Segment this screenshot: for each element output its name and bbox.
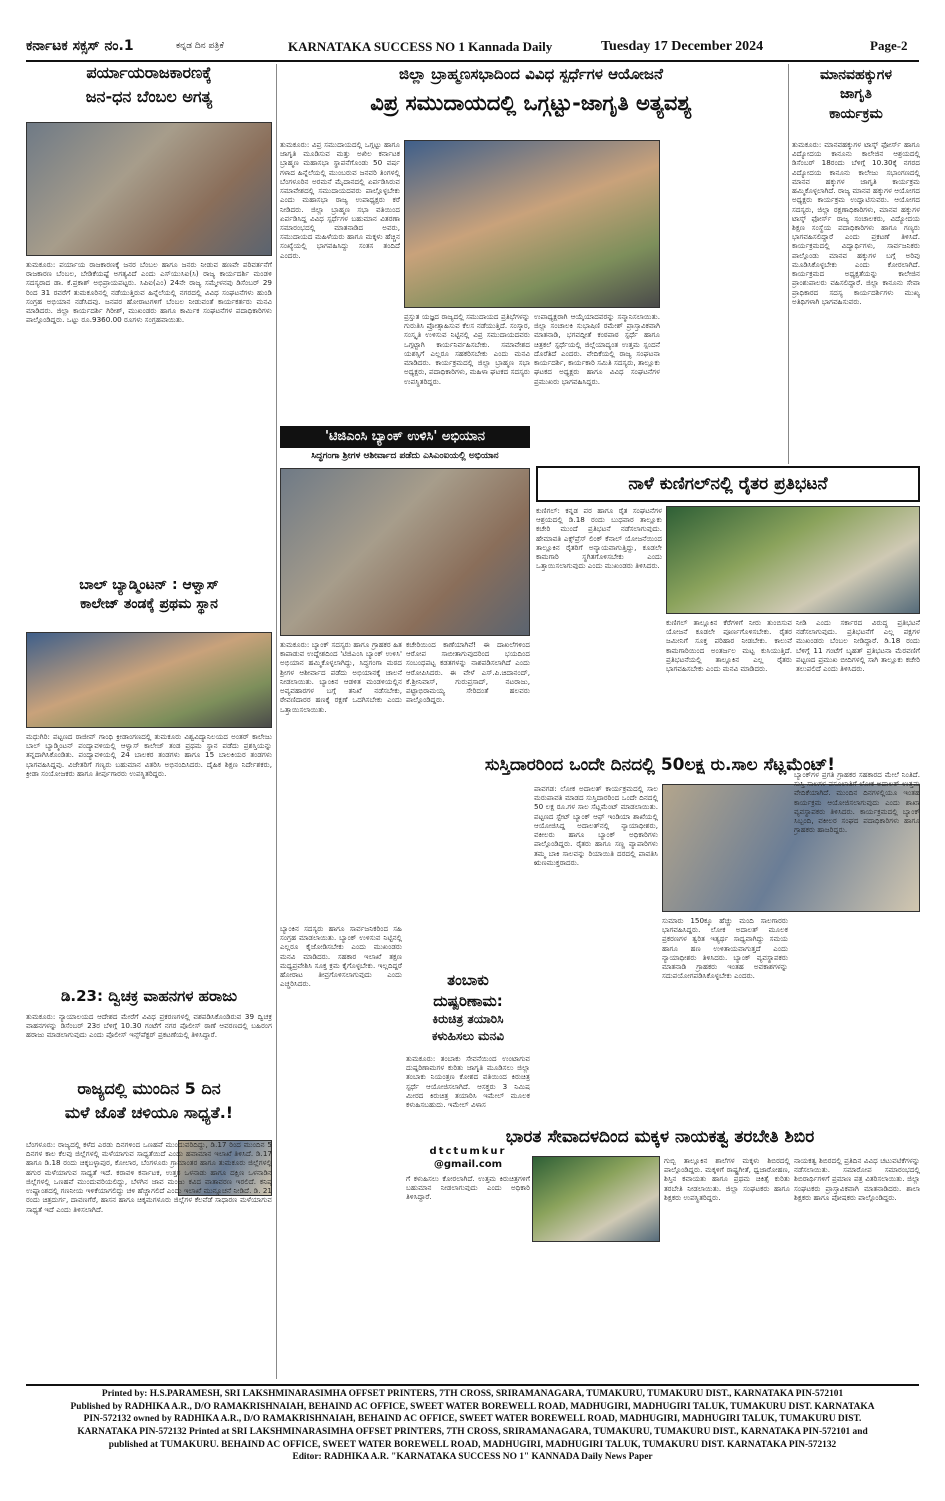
tgmc-campaign-body-c: ಕಚೇರಿಯಿಂದ ಕಾಣೆಯಾಗಿವೆ! ಈ ದಾಖಲೆಗಳಿಂದ ಆರೋಪ ಸಾಬೀತಾಗುವುದರಿಂದ ಭಯದಿಂದ ಸಂಬಂಧಪಟ್ಟ ಕಡತಗಳನ್ನು ನಾಶಪಡಿಸಲಾಗಿದೆ ಎಂದು ಆರೋಪಿಸಿದರು. ಈ ವೇಳೆ ಎಸ್.ಪಿ.ಚಿದಾನಂದ್, ಕೆ.ಶ್ರೀನಿವಾಸ್, ಗುರುಪ್ರಸಾದ್, ನಟರಾಜು, ಪಟ್ಟಾಭಿರಾಮಯ್ಯ ಸೇರಿದಂತೆ ಹಲವರು ಪಾಲ್ಗೊಂಡಿದ್ದರು.: [406, 640, 530, 705]
tobacco-headline-line1: ತಂಬಾಕು: [447, 971, 489, 989]
loan-body-a: ಪಾವಗಡ: ಲೋಕ ಅದಾಲತ್ ಕಾರ್ಯಕ್ರಮದಲ್ಲಿ ಸಾಲ ಮರುಪಾವತಿ ಮಾಡದ ಸುಸ್ತಿದಾರರಿಂದ ಒಂದೇ ದಿನದಲ್ಲಿ 50 ಲಕ್ಷ ರೂ.ಗಳ ಸಾಲ ಸೆಟ್ಲಮೆಂಟ್ ಮಾಡಲಾಯಿತು. ಪಟ್ಟಣದ ಸ್ಟೇಟ್ ಬ್ಯಾಂಕ್ ಆಫ್ ಇಂಡಿಯಾ ಶಾಖೆಯಲ್ಲಿ ಆಯೋಜಿಸಿದ್ದ ಅದಾಲತ್‌ನಲ್ಲಿ ನ್ಯಾಯಾಧೀಶರು, ವಕೀಲರು ಹಾಗೂ ಬ್ಯಾಂಕ್ ಅಧಿಕಾರಿಗಳು ಪಾಲ್ಗೊಂಡಿದ್ದರು. ರೈತರು ಹಾಗೂ ಸಣ್ಣ ವ್ಯಾಪಾರಿಗಳು ತಮ್ಮ ಬಾಕಿ ಸಾಲವನ್ನು ರಿಯಾಯಿತಿ ದರದಲ್ಲಿ ಪಾವತಿಸಿ ಋಣಮುಕ್ತರಾದರು.: [534, 784, 658, 867]
farmers-body-a: ಕುಣಿಗಲ್: ಕನ್ನಡ ಪರ ಹಾಗೂ ರೈತ ಸಂಘಟನೆಗಳ ಆಶ್ರಯದಲ್ಲಿ ಡಿ.18 ರಂದು ಬುಧವಾರ ತಾಲ್ಲೂಕು ಕಚೇರಿ ಮುಂದೆ ಪ್ರತಿಭಟನೆ ನಡೆಸಲಾಗುವುದು. ಹೇಮಾವತಿ ಎಕ್ಸ್‌ಪ್ರೆಸ್ ಲಿಂಕ್ ಕೆನಾಲ್ ಯೋಜನೆಯಿಂದ ತಾಲ್ಲೂಕಿನ ರೈತರಿಗೆ ಅನ್ಯಾಯವಾಗುತ್ತಿದ್ದು, ಕೂಡಲೇ ಕಾಮಗಾರಿ ಸ್ಥಗಿತಗೊಳಿಸಬೇಕು ಎಂದು ಒತ್ತಾಯಿಸಲಾಗುವುದು ಎಂದು ಮುಖಂಡರು ತಿಳಿಸಿದರು.: [536, 506, 662, 571]
loan-settlement-headline: ಸುಸ್ತಿದಾರರಿಂದ ಒಂದೇ ದಿನದಲ್ಲಿ 50ಲಕ್ಷ ರು.ಸಾಲ ಸೆಟ್ಲಮೆಂಟ್!: [484, 755, 836, 775]
imprint-line-1: Printed by: H.S.PARAMESH, SRI LAKSHMINARASIMHA OFFSET PRINTERS, 7TH CROSS, SRIRAMANAGARA, TUMAKURU, TUMAKURU DIST., KARNATAKA PIN-572101: [101, 1389, 844, 1399]
loan-body-c: ಬ್ಯಾಂಕ್‌ಗಳ ಪ್ರಗತಿ ಗ್ರಾಹಕರ ಸಹಕಾರದ ಮೇಲೆ ನಿಂತಿದೆ. ಸುಸ್ತಿ ಸಾಲಗಳ ವಸೂಲಾತಿಗೆ ಲೋಕ ಅದಾಲತ್ ಉತ್ತಮ ವೇದಿಕೆಯಾಗಿದೆ. ಮುಂದಿನ ದಿನಗಳಲ್ಲಿಯೂ ಇಂತಹ ಕಾರ್ಯಕ್ರಮ ಆಯೋಜಿಸಲಾಗುವುದು ಎಂದು ಶಾಖಾ ವ್ಯವಸ್ಥಾಪಕರು ತಿಳಿಸಿದರು. ಕಾರ್ಯಕ್ರಮದಲ್ಲಿ ಬ್ಯಾಂಕ್ ಸಿಬ್ಬಂದಿ, ವಕೀಲರ ಸಂಘದ ಪದಾಧಿಕಾರಿಗಳು ಹಾಗೂ ಗ್ರಾಹಕರು ಹಾಜರಿದ್ದರು.: [794, 770, 920, 835]
farmers-body-b: ಕುಣಿಗಲ್ ತಾಲ್ಲೂಕಿನ ಕೆರೆಗಳಿಗೆ ನೀರು ತುಂಬಿಸುವ ಯೋಜನೆ ಕೂಡಲೇ ಪೂರ್ಣಗೊಳಿಸಬೇಕು. ರೈತರ ಜಮೀನಿಗೆ ಸೂಕ್ತ ಪರಿಹಾರ ನೀಡಬೇಕು. ಕಾಲುವೆ ಕಾಮಗಾರಿಯಿಂದ ಅಂತರ್ಜಲ ಮಟ್ಟ ಕುಸಿಯುತ್ತಿದೆ. ಪ್ರತಿಭಟನೆಯಲ್ಲಿ ತಾಲ್ಲೂಕಿನ ಎಲ್ಲ ರೈತರು ಭಾಗವಹಿಸಬೇಕು ಎಂದು ಮನವಿ ಮಾಡಿದರು.: [666, 618, 792, 674]
story-alt-politics-body: ತುಮಕೂರು: ಪರ್ಯಾಯ ರಾಜಕಾರಣಕ್ಕೆ ಜನರ ಬೆಂಬಲ ಹಾಗೂ ಜನರು ನೀಡುವ ಹಣವೇ ಪರಿವರ್ತನೆಗೆ ರಾಜಕಾರಣ ಬೆಂಬಲ, ಬೇಡಿಕೆಯಷ್ಟೆ ಅಗತ್ಯವಿದೆ ಎಂದು ಎಸ್‌ಯುಸಿಐ(ಸಿ) ರಾಜ್ಯ ಕಾರ್ಯದರ್ಶಿ ಮಂಡಳಿ ಸದಸ್ಯರಾದ ಡಾ. ಕೆ.ಪ್ರಕಾಶ್ ಅಭಿಪ್ರಾಯಪಟ್ಟರು. ಸಿಪಿಐ(ಎಂ) 24ನೇ ರಾಜ್ಯ ಸಮ್ಮೇಳನವು ಡಿಸೆಂಬರ್ 29 ರಿಂದ 31 ರವರೆಗೆ ತುಮಕೂರಿನಲ್ಲಿ ನಡೆಯುತ್ತಿರುವ ಹಿನ್ನೆಲೆಯಲ್ಲಿ ನಗರದಲ್ಲಿ ವಿವಿಧ ಸಂಘಟನೆಗಳು ಹುಂಡಿ ಸಂಗ್ರಹ ಅಭಿಯಾನ ನಡೆಸಿದವು. ಜನಪರ ಹೋರಾಟಗಳಿಗೆ ಬೆಂಬಲ ನೀಡುವಂತೆ ಕಾರ್ಯಕರ್ತರು ಮನವಿ ಮಾಡಿದರು. ಜಿಲ್ಲಾ ಕಾರ್ಯದರ್ಶಿ ಗಿರೀಶ್, ಮುಖಂಡರು ಹಾಗೂ ಕಾರ್ಮಿಕ ಸಂಘಟನೆಗಳ ಪದಾಧಿಕಾರಿಗಳು ಪಾಲ್ಗೊಂಡಿದ್ದರು. ಒಟ್ಟು ರೂ.9360.00 ರೂಗಳು ಸಂಗ್ರಹವಾಯಿತು.: [26, 260, 272, 325]
brahmin-kicker: ಜಿಲ್ಲಾ ಬ್ರಾಹ್ಮಣಸಭಾದಿಂದ ವಿವಿಧ ಸ್ಪರ್ಧೆಗಳ ಆಯೋಜನೆ: [399, 65, 663, 83]
story-weather-headline-line1: ರಾಜ್ಯದಲ್ಲಿ ಮುಂದಿನ 5 ದಿನ: [77, 1079, 221, 1098]
story-badminton-headline: [26, 578, 272, 613]
farmers-meeting-photo: [666, 506, 920, 614]
story-auction-body: ತುಮಕೂರು: ನ್ಯಾಯಾಲಯದ ಆದೇಶದ ಮೇರೆಗೆ ವಿವಿಧ ಪ್ರಕರಣಗಳಲ್ಲಿ ವಶಪಡಿಸಿಕೊಂಡಿರುವ 39 ದ್ವಿಚಕ್ರ ವಾಹನಗಳನ್ನು ಡಿಸೆಂಬರ್ 23ರ ಬೆಳಿಗ್ಗೆ 10.30 ಗಂಟೆಗೆ ನಗರ ಪೊಲೀಸ್ ಠಾಣೆ ಆವರಣದಲ್ಲಿ ಬಹಿರಂಗ ಹರಾಜು ಮಾಡಲಾಗುವುದು ಎಂದು ಪೊಲೀಸ್ ಇನ್ಸ್‌ಪೆಕ್ಟರ್ ಪ್ರಕಟಣೆಯಲ್ಲಿ ತಿಳಿಸಿದ್ದಾರೆ.: [26, 1012, 272, 1040]
tobacco-email-domain: @gmail.com: [433, 1158, 503, 1170]
story-weather-headline-line2: ಮಳೆ ಜೊತೆ ಚಳಿಯೂ ಸಾಧ್ಯತೆ.!: [64, 1102, 234, 1122]
tobacco-headline-line3: ಕಿರುಚಿತ್ರ ತಯಾರಿಸಿ: [432, 1012, 504, 1026]
imprint-line-5: published at TUMAKURU. BEHAIND AC OFFICE, SWEET WATER BOREWELL ROAD, MADHUGIRI, MADHUGIRI TALUK, TUMAKURU DIST. KARNATAKA PIN-572132: [108, 1439, 837, 1450]
tobacco-body: ತುಮಕೂರು: ತಂಬಾಕು ಸೇವನೆಯಿಂದ ಉಂಟಾಗುವ ದುಷ್ಪರಿಣಾಮಗಳ ಕುರಿತು ಜಾಗೃತಿ ಮೂಡಿಸಲು ಜಿಲ್ಲಾ ತಂಬಾಕು ನಿಯಂತ್ರಣ ಕೋಶದ ವತಿಯಿಂದ ಕಿರುಚಿತ್ರ ಸ್ಪರ್ಧೆ ಆಯೋಜಿಸಲಾಗಿದೆ. ಆಸಕ್ತರು 3 ನಿಮಿಷ ಮೀರದ ಕಿರುಚಿತ್ರ ತಯಾರಿಸಿ ಇಮೇಲ್ ಮೂಲಕ ಕಳುಹಿಸಬಹುದು. ಇಮೇಲ್ ವಿಳಾಸ: [406, 1054, 530, 1110]
brahmin-body-c: ಪ್ರಸ್ತುತ ಯಜ್ಞದ ರಾಜ್ಯದಲ್ಲಿ ಸಮುದಾಯದ ಪ್ರತಿಭೆಗಳನ್ನು ಗುರುತಿಸಿ ಪ್ರೋತ್ಸಾಹಿಸುವ ಕೆಲಸ ನಡೆಯುತ್ತಿದೆ. ಸಂಸ್ಕಾರ, ಸಂಸ್ಕೃತಿ ಉಳಿಸುವ ನಿಟ್ಟಿನಲ್ಲಿ ವಿಪ್ರ ಸಮುದಾಯದವರು ಒಗ್ಗಟ್ಟಾಗಿ ಕಾರ್ಯನಿರ್ವಹಿಸಬೇಕು. ಸಮಾವೇಶದ ಯಶಸ್ಸಿಗೆ ಎಲ್ಲರೂ ಸಹಕರಿಸಬೇಕು ಎಂದು ಮನವಿ ಮಾಡಿದರು. ಕಾರ್ಯಕ್ರಮದಲ್ಲಿ ಜಿಲ್ಲಾ ಬ್ರಾಹ್ಮಣ ಸಭಾ ಅಧ್ಯಕ್ಷರು, ಪದಾಧಿಕಾರಿಗಳು, ಮಹಿಳಾ ಘಟಕದ ಸದಸ್ಯರು ಉಪಸ್ಥಿತರಿದ್ದರು.: [404, 312, 530, 386]
imprint-line-6: Editor: RADHIKA A.R. "KARNATAKA SUCCESS NO 1" KANNADA Daily News Paper: [292, 1452, 653, 1463]
human-rights-headline: [792, 68, 920, 122]
story-badminton-headline-line2: ಕಾಲೇಜ್ ತಂಡಕ್ಕೆ ಪ್ರಥಮ ಸ್ಥಾನ: [80, 596, 218, 613]
masthead-kannada-tag: ಕನ್ನಡ ದಿನ ಪತ್ರಿಕೆ: [176, 41, 224, 51]
brahmin-body-d: ಉಪಾಧ್ಯಕ್ಷರಾಗಿ ಆಯ್ಕೆಯಾದವರನ್ನು ಸನ್ಮಾನಿಸಲಾಯಿತು. ಜಿಲ್ಲಾ ಸಂಚಾಲಕಿ ಸುಭಾಷಿಣಿ ರಮೇಶ್ ಪ್ರಾಸ್ತಾವಿಕವಾಗಿ ಮಾತನಾಡಿ, ಭಗವದ್ಗೀತೆ ಕಂಠಪಾಠ ಸ್ಪರ್ಧೆ ಹಾಗೂ ಚಿತ್ರಕಲೆ ಸ್ಪರ್ಧೆಯಲ್ಲಿ ಜಿಲ್ಲೆಯಾದ್ಯಂತ ಉತ್ತಮ ಸ್ಪಂದನೆ ದೊರೆತಿದೆ ಎಂದರು. ವೇದಿಕೆಯಲ್ಲಿ ರಾಜ್ಯ ಸಂಘಟನಾ ಕಾರ್ಯದರ್ಶಿ, ಕಾರ್ಯಕಾರಿ ಸಮಿತಿ ಸದಸ್ಯರು, ತಾಲ್ಲೂಕು ಘಟಕದ ಅಧ್ಯಕ್ಷರು ಹಾಗೂ ವಿವಿಧ ಸಂಘಟನೆಗಳ ಪ್ರಮುಖರು ಭಾಗವಹಿಸಿದ್ದರು.: [534, 312, 660, 386]
masthead-english-name: KARNATAKA SUCCESS NO 1 Kannada Daily: [288, 39, 553, 54]
tobacco-headline-line2: ದುಷ್ಪರಿಣಾಮ:: [433, 991, 503, 1010]
story-weather-body: ಬೆಂಗಳೂರು: ರಾಜ್ಯದಲ್ಲಿ ಕಳೆದ ಎರಡು ದಿನಗಳಿಂದ ಒಣಹವೆ ಮುಂದುವರಿದಿದ್ದು, ಡಿ.17 ರಿಂದ ಮುಂದಿನ 5 ದಿನಗಳ ಕಾಲ ಕೆಲವು ಜಿಲ್ಲೆಗಳಲ್ಲಿ ಮಳೆಯಾಗುವ ಸಾಧ್ಯತೆಯಿದೆ ಎಂದು ಹವಾಮಾನ ಇಲಾಖೆ ತಿಳಿಸಿದೆ. ಡಿ.17 ಹಾಗೂ ಡಿ.18 ರಂದು ಚಿಕ್ಕಬಳ್ಳಾಪುರ, ಕೋಲಾರ, ಬೆಂಗಳೂರು ಗ್ರಾಮಾಂತರ ಹಾಗೂ ತುಮಕೂರು ಜಿಲ್ಲೆಗಳಲ್ಲಿ ಹಗುರ ಮಳೆಯಾಗುವ ಸಾಧ್ಯತೆ ಇದೆ. ಕರಾವಳಿ ಕರ್ನಾಟಕ, ಉತ್ತರ ಒಳನಾಡು ಹಾಗೂ ದಕ್ಷಿಣ ಒಳನಾಡಿನ ಜಿಲ್ಲೆಗಳಲ್ಲಿ ಒಣಹವೆ ಮುಂದುವರಿಯಲಿದ್ದು, ಬೆಳಗಿನ ಜಾವ ಮಂಜು ಕವಿದ ವಾತಾವರಣ ಇರಲಿದೆ. ಕನಿಷ್ಠ ಉಷ್ಣಾಂಶದಲ್ಲಿ ಗಣನೀಯ ಇಳಿಕೆಯಾಗಲಿದ್ದು ಚಳಿ ಹೆಚ್ಚಾಗಲಿದೆ ಎಂದು ಇಲಾಖೆ ಮುನ್ಸೂಚನೆ ನೀಡಿದೆ. ಡಿ. 21 ರಂದು ಚಿತ್ರದುರ್ಗ, ದಾವಣಗೆರೆ, ಹಾಸನ ಹಾಗೂ ಚಿಕ್ಕಮಗಳೂರು ಜಿಲ್ಲೆಗಳ ಕೆಲವೆಡೆ ಸಾಧಾರಣ ಮಳೆಯಾಗುವ ಸಾಧ್ಯತೆ ಇದೆ ಎಂದು ತಿಳಿಸಲಾಗಿದೆ.: [26, 1140, 272, 1214]
tobacco-email-user: dtctumkur: [429, 1146, 507, 1157]
story-auction-headline: ಡಿ.23: ದ್ವಿಚಕ್ರ ವಾಹನಗಳ ಹರಾಜು: [60, 987, 238, 1005]
badminton-team-photo: [26, 632, 272, 728]
tobacco-tail: ಗೆ ಕಳುಹಿಸಲು ಕೋರಲಾಗಿದೆ. ಉತ್ತಮ ಕಿರುಚಿತ್ರಗಳಿಗೆ ಬಹುಮಾನ ನೀಡಲಾಗುವುದು ಎಂದು ಅಧಿಕಾರಿ ತಿಳಿಸಿದ್ದಾರೆ.: [406, 1174, 530, 1202]
tgmc-campaign-body-a: ತುಮಕೂರು: ಬ್ಯಾಂಕ್ ಸದಸ್ಯರು ಹಾಗೂ ಗ್ರಾಹಕರ ಹಿತ ಕಾಪಾಡುವ ಉದ್ದೇಶದಿಂದ 'ಟಿಜಿಎಂಸಿ ಬ್ಯಾಂಕ್ ಉಳಿಸಿ' ಅಭಿಯಾನ ಹಮ್ಮಿಕೊಳ್ಳಲಾಗಿದ್ದು, ಸಿದ್ಧಗಂಗಾ ಮಠದ ಶ್ರೀಗಳ ಆಶೀರ್ವಾದ ಪಡೆದು ಅಭಿಯಾನಕ್ಕೆ ಚಾಲನೆ ನೀಡಲಾಯಿತು. ಬ್ಯಾಂಕಿನ ಆಡಳಿತ ಮಂಡಳಿಯಲ್ಲಿನ ಅವ್ಯವಹಾರಗಳ ಬಗ್ಗೆ ತನಿಖೆ ನಡೆಸಬೇಕು, ಠೇವಣಿದಾರರ ಹಣಕ್ಕೆ ರಕ್ಷಣೆ ಒದಗಿಸಬೇಕು ಎಂದು ಒತ್ತಾಯಿಸಲಾಯಿತು.: [280, 640, 402, 714]
imprint-line-2: Published by RADHIKA A.R., D/O RAMAKRISHNAIAH, BEHAIND AC OFFICE, SWEET WATER BOREWELL ROAD, MADHUGIRI, MADHUGIRI TALUK, TUMAKURU DIST. KARNATAKA: [70, 1401, 875, 1412]
tobacco-headline-line4: ಕಳುಹಿಸಲು ಮನವಿ: [432, 1029, 504, 1044]
human-rights-headline-line1: ಮಾನವಹಕ್ಕುಗಳ: [820, 67, 892, 83]
tgmc-campaign-photo: [280, 468, 530, 636]
tgmc-campaign-body-b: ಬ್ಯಾಂಕಿನ ಸದಸ್ಯರು ಹಾಗೂ ಸಾರ್ವಜನಿಕರಿಂದ ಸಹಿ ಸಂಗ್ರಹ ಮಾಡಲಾಯಿತು. ಬ್ಯಾಂಕ್ ಉಳಿಸುವ ನಿಟ್ಟಿನಲ್ಲಿ ಎಲ್ಲರೂ ಕೈಜೋಡಿಸಬೇಕು ಎಂದು ಮುಖಂಡರು ಮನವಿ ಮಾಡಿದರು. ಸಹಕಾರ ಇಲಾಖೆ ತಕ್ಷಣ ಮಧ್ಯಪ್ರವೇಶಿಸಿ ಸೂಕ್ತ ಕ್ರಮ ಕೈಗೊಳ್ಳಬೇಕು. ಇಲ್ಲದಿದ್ದರೆ ಹೋರಾಟ ತೀವ್ರಗೊಳಿಸಲಾಗುವುದು ಎಂದು ಎಚ್ಚರಿಸಿದರು.: [280, 924, 402, 989]
human-rights-headline-line3: ಕಾರ್ಯಕ್ರಮ: [829, 105, 883, 122]
brahmin-headline: ವಿಪ್ರ ಸಮುದಾಯದಲ್ಲಿ ಒಗ್ಗಟ್ಟು-ಜಾಗೃತಿ ಅತ್ಯವಶ್ಯ: [370, 91, 692, 115]
scouts-body-lower: [534, 1246, 660, 1378]
masthead: [26, 36, 919, 58]
story-badminton-body: ಮಧುಗಿರಿ: ಪಟ್ಟಣದ ರಾಜೀವ್ ಗಾಂಧಿ ಕ್ರೀಡಾಂಗಣದಲ್ಲಿ ತುಮಕೂರು ವಿಶ್ವವಿದ್ಯಾನಿಲಯದ ಅಂತರ್ ಕಾಲೇಜು ಬಾಲ್ ಬ್ಯಾಡ್ಮಿಂಟನ್ ಪಂದ್ಯಾವಳಿಯಲ್ಲಿ ಆಳ್ವಾಸ್ ಕಾಲೇಜ್ ತಂಡ ಪ್ರಥಮ ಸ್ಥಾನ ಪಡೆದು ಪ್ರಶಸ್ತಿಯನ್ನು ತನ್ನದಾಗಿಸಿಕೊಂಡಿತು. ಪಂದ್ಯಾವಳಿಯಲ್ಲಿ 24 ಬಾಲಕರ ತಂಡಗಳು ಹಾಗೂ 15 ಬಾಲಕಿಯರ ತಂಡಗಳು ಭಾಗವಹಿಸಿದ್ದವು. ವಿಜೇತರಿಗೆ ಗಣ್ಯರು ಬಹುಮಾನ ವಿತರಿಸಿ ಅಭಿನಂದಿಸಿದರು. ದೈಹಿಕ ಶಿಕ್ಷಣ ನಿರ್ದೇಶಕರು, ಕ್ರೀಡಾ ಸಂಯೋಜಕರು ಹಾಗೂ ತೀರ್ಪುಗಾರರು ಉಪಸ್ಥಿತರಿದ್ದರು.: [26, 732, 272, 778]
imprint-footer: [26, 1388, 919, 1464]
brahmin-body-a: ತುಮಕೂರು: ವಿಪ್ರ ಸಮುದಾಯದಲ್ಲಿ ಒಗ್ಗಟ್ಟು ಹಾಗೂ ಜಾಗೃತಿ ಮೂಡಿಸುವ ಮತ್ತು ಅಖಿಲ ಕರ್ನಾಟಕ ಬ್ರಾಹ್ಮಣ ಮಹಾಸಭಾ ಸ್ಥಾಪನೆಗೊಂಡು 50 ವರ್ಷ ಗಳಾದ ಹಿನ್ನೆಲೆಯಲ್ಲಿ ಮುಂಬರುವ ಜನವರಿ ತಿಂಗಳಲ್ಲಿ ಬೆಂಗಳೂರಿನ ಅರಮನೆ ಮೈದಾನದಲ್ಲಿ ಏರ್ಪಡಿಸಿರುವ ಸಮಾವೇಶದಲ್ಲಿ ಸಮುದಾಯದವರು ಪಾಲ್ಗೊಳ್ಳಬೇಕು ಎಂದು ಮಹಾಸಭಾ ರಾಜ್ಯ ಉಪಾಧ್ಯಕ್ಷರು ಕರೆ ನೀಡಿದರು. ಜಿಲ್ಲಾ ಬ್ರಾಹ್ಮಣ ಸಭಾ ವತಿಯಿಂದ ಏರ್ಪಡಿಸಿದ್ದ ವಿವಿಧ ಸ್ಪರ್ಧೆಗಳ ಬಹುಮಾನ ವಿತರಣಾ ಸಮಾರಂಭದಲ್ಲಿ ಮಾತನಾಡಿದ ಅವರು, ಸಮುದಾಯದ ಮಹಿಳೆಯರು ಹಾಗೂ ಮಕ್ಕಳು ಹೆಚ್ಚಿನ ಸಂಖ್ಯೆಯಲ್ಲಿ ಭಾಗವಹಿಸಿದ್ದು ಸಂತಸ ತಂದಿದೆ ಎಂದರು.: [280, 140, 400, 260]
tobacco-headline: [406, 972, 530, 1043]
story-alt-politics-headline-line2: ಜನ-ಧನ ಬೆಂಬಲ ಅಗತ್ಯ: [85, 86, 213, 106]
protest-photo: [26, 122, 272, 256]
masthead-kannada-name: ಕರ್ನಾಟಕ ಸಕ್ಸಸ್ ನಂ.1: [26, 38, 134, 54]
scouts-body-c: ನಾಯಕತ್ವ ಶಿಬಿರದಲ್ಲಿ ಪ್ರತಿದಿನ ವಿವಿಧ ಚಟುವಟಿಕೆಗಳನ್ನು ನಡೆಸಲಾಯಿತು. ಸಮಾರೋಪ ಸಮಾರಂಭದಲ್ಲಿ ಶಿಬಿರಾರ್ಥಿಗಳಿಗೆ ಪ್ರಮಾಣ ಪತ್ರ ವಿತರಿಸಲಾಯಿತು. ಜಿಲ್ಲಾ ಸಂಘಟಕರು ಪ್ರಾಸ್ತಾವಿಕವಾಗಿ ಮಾತನಾಡಿದರು. ಶಾಲಾ ಶಿಕ್ಷಕರು ಹಾಗೂ ಪೋಷಕರು ಪಾಲ್ಗೊಂಡಿದ್ದರು.: [794, 1156, 920, 1202]
footer-rule: [26, 1384, 919, 1386]
tgmc-campaign-subtitle: ಸಿದ್ಧಗಂಗಾ ಶ್ರೀಗಳ ಆಶೀರ್ವಾದ ಪಡೆದು ಎಸಿಎಂಐಯಲ್ಲಿ ಅಭಿಯಾನ: [311, 451, 499, 461]
scouts-headline: ಭಾರತ ಸೇವಾದಳದಿಂದ ಮಕ್ಕಳ ನಾಯಕತ್ವ ತರಬೇತಿ ಶಿಬಿರ: [505, 1127, 815, 1147]
farmers-body-a-tail: [536, 682, 662, 748]
masthead-date: Tuesday 17 December 2024: [601, 39, 764, 54]
farmers-body-c: ನೀಡಿ ಎಂದು ಸರ್ಕಾರದ ವಿರುದ್ಧ ಪ್ರತಿಭಟನೆ ನಡೆಸಲಾಗುವುದು. ಪ್ರತಿಭಟನೆಗೆ ಎಲ್ಲ ಪಕ್ಷಗಳ ಮುಖಂಡರು ಬೆಂಬಲ ನೀಡಿದ್ದಾರೆ. ಡಿ.18 ರಂದು ಬೆಳಿಗ್ಗೆ 11 ಗಂಟೆಗೆ ಬೃಹತ್ ಪ್ರತಿಭಟನಾ ಮೆರವಣಿಗೆ ಪಟ್ಟಣದ ಪ್ರಮುಖ ಬೀದಿಗಳಲ್ಲಿ ಸಾಗಿ ತಾಲ್ಲೂಕು ಕಚೇರಿ ತಲುಪಲಿದೆ ಎಂದು ತಿಳಿಸಿದರು.: [796, 618, 920, 674]
imprint-line-3: PIN-572132 owned by RADHIKA A.R., D/O RAMAKRISHNAIAH, BEHAIND AC OFFICE, SWEET WATER BOREWELL ROAD, MADHUGIRI, MADHUGIRI TALUK, TUMAKURU DIST.: [83, 1414, 862, 1425]
right-column-divider: [788, 64, 789, 464]
brahmin-event-photo: [404, 140, 660, 308]
left-column-divider: [276, 64, 277, 1379]
scouts-group-photo: [532, 1156, 660, 1242]
story-alt-politics-headline: [26, 64, 272, 105]
scouts-body-b: ಗುಬ್ಬಿ ತಾಲ್ಲೂಕಿನ ಶಾಲೆಗಳ ಮಕ್ಕಳು ಶಿಬಿರದಲ್ಲಿ ಪಾಲ್ಗೊಂಡಿದ್ದರು. ಮಕ್ಕಳಿಗೆ ರಾಷ್ಟ್ರಗೀತೆ, ಧ್ವಜಾರೋಹಣ, ಶಿಸ್ತಿನ ಕವಾಯತು ಹಾಗೂ ಪ್ರಥಮ ಚಿಕಿತ್ಸೆ ಕುರಿತು ತರಬೇತಿ ನೀಡಲಾಯಿತು. ಜಿಲ್ಲಾ ಸಂಘಟಕರು ಹಾಗೂ ಶಿಕ್ಷಕರು ಉಪಸ್ಥಿತರಿದ್ದರು.: [664, 1156, 790, 1202]
masthead-rule: [26, 60, 919, 62]
story-alt-politics-headline-line1: ಪರ್ಯಾಯರಾಜಕಾರಣಕ್ಕೆ: [86, 63, 212, 82]
loan-body-b: ಸುಮಾರು 150ಕ್ಕೂ ಹೆಚ್ಚು ಮಂದಿ ಸಾಲಗಾರರು ಭಾಗವಹಿಸಿದ್ದರು. ಲೋಕ ಅದಾಲತ್ ಮೂಲಕ ಪ್ರಕರಣಗಳ ತ್ವರಿತ ಇತ್ಯರ್ಥ ಸಾಧ್ಯವಾಗಿದ್ದು ಸಮಯ ಹಾಗೂ ಹಣ ಉಳಿತಾಯವಾಗುತ್ತದೆ ಎಂದು ನ್ಯಾಯಾಧೀಶರು ತಿಳಿಸಿದರು. ಬ್ಯಾಂಕ್ ವ್ಯವಸ್ಥಾಪಕರು ಮಾತನಾಡಿ ಗ್ರಾಹಕರು ಇಂತಹ ಅವಕಾಶಗಳನ್ನು ಸದುಪಯೋಗಪಡಿಸಿಕೊಳ್ಳಬೇಕು ಎಂದರು.: [662, 916, 788, 981]
tgmc-campaign-title: 'ಟಿಜಿಎಂಸಿ ಬ್ಯಾಂಕ್ ಉಳಿಸಿ' ಅಭಿಯಾನ: [280, 426, 530, 448]
human-rights-body: ತುಮಕೂರು: ಮಾನವಹಕ್ಕುಗಳ ಟಾಸ್ಕ್ ಫೋರ್ಸ್ ಹಾಗೂ ವಿದ್ಯೋದಯ ಕಾನೂನು ಕಾಲೇಜಿನ ಆಶ್ರಯದಲ್ಲಿ ಡಿಸೆಂಬರ್ 18ರಂದು ಬೆಳಿಗ್ಗೆ 10.30ಕ್ಕೆ ನಗರದ ವಿದ್ಯೋದಯ ಕಾನೂನು ಕಾಲೇಜು ಸಭಾಂಗಣದಲ್ಲಿ ಮಾನವ ಹಕ್ಕುಗಳ ಜಾಗೃತಿ ಕಾರ್ಯಕ್ರಮ ಹಮ್ಮಿಕೊಳ್ಳಲಾಗಿದೆ. ರಾಜ್ಯ ಮಾನವ ಹಕ್ಕುಗಳ ಆಯೋಗದ ಅಧ್ಯಕ್ಷರು ಕಾರ್ಯಕ್ರಮ ಉದ್ಘಾಟಿಸುವರು. ಆಯೋಗದ ಸದಸ್ಯರು, ಜಿಲ್ಲಾ ರಕ್ಷಣಾಧಿಕಾರಿಗಳು, ಮಾನವ ಹಕ್ಕುಗಳ ಟಾಸ್ಕ್ ಫೋರ್ಸ್ ರಾಜ್ಯ ಸಂಚಾಲಕರು, ವಿದ್ಯೋದಯ ಶಿಕ್ಷಣ ಸಂಸ್ಥೆಯ ಪದಾಧಿಕಾರಿಗಳು ಹಾಗೂ ಗಣ್ಯರು ಭಾಗವಹಿಸಲಿದ್ದಾರೆ ಎಂದು ಪ್ರಕಟಣೆ ತಿಳಿಸಿದೆ. ಕಾರ್ಯಕ್ರಮದಲ್ಲಿ ವಿದ್ಯಾರ್ಥಿಗಳು, ಸಾರ್ವಜನಿಕರು ಪಾಲ್ಗೊಂಡು ಮಾನವ ಹಕ್ಕುಗಳ ಬಗ್ಗೆ ಅರಿವು ಮೂಡಿಸಿಕೊಳ್ಳಬೇಕು ಎಂದು ಕೋರಲಾಗಿದೆ. ಕಾರ್ಯಕ್ರಮದ ಅಧ್ಯಕ್ಷತೆಯನ್ನು ಕಾಲೇಜಿನ ಪ್ರಾಂಶುಪಾಲರು ವಹಿಸಲಿದ್ದಾರೆ. ಜಿಲ್ಲಾ ಕಾನೂನು ಸೇವಾ ಪ್ರಾಧಿಕಾರದ ಸದಸ್ಯ ಕಾರ್ಯದರ್ಶಿಗಳು ಮುಖ್ಯ ಅತಿಥಿಗಳಾಗಿ ಭಾಗವಹಿಸುವರು.: [792, 140, 920, 306]
human-rights-headline-line2: ಜಾಗೃತಿ: [840, 86, 872, 103]
left-column: [26, 64, 272, 1379]
right-column: [792, 64, 920, 464]
masthead-page: Page-2: [870, 38, 908, 53]
story-weather-headline: [26, 1080, 272, 1121]
scouts-body-a-text: [404, 1156, 528, 1378]
imprint-line-4: KARNATAKA PIN-572132 Printed at SRI LAKSHMINARASIMHA OFFSET PRINTERS, 7TH CROSS, SRIRAMANAGARA, TUMAKURU, TUMAKURU DIST., KARNATAKA PIN-572101 and: [77, 1427, 868, 1438]
story-badminton-headline-line1: ಬಾಲ್ ಬ್ಯಾಡ್ಮಿಂಟನ್ : ಆಳ್ವಾಸ್: [79, 577, 219, 593]
farmers-protest-headline: ನಾಳೆ ಕುಣಿಗಲ್‌ನಲ್ಲಿ ರೈತರ ಪ್ರತಿಭಟನೆ: [536, 466, 920, 502]
